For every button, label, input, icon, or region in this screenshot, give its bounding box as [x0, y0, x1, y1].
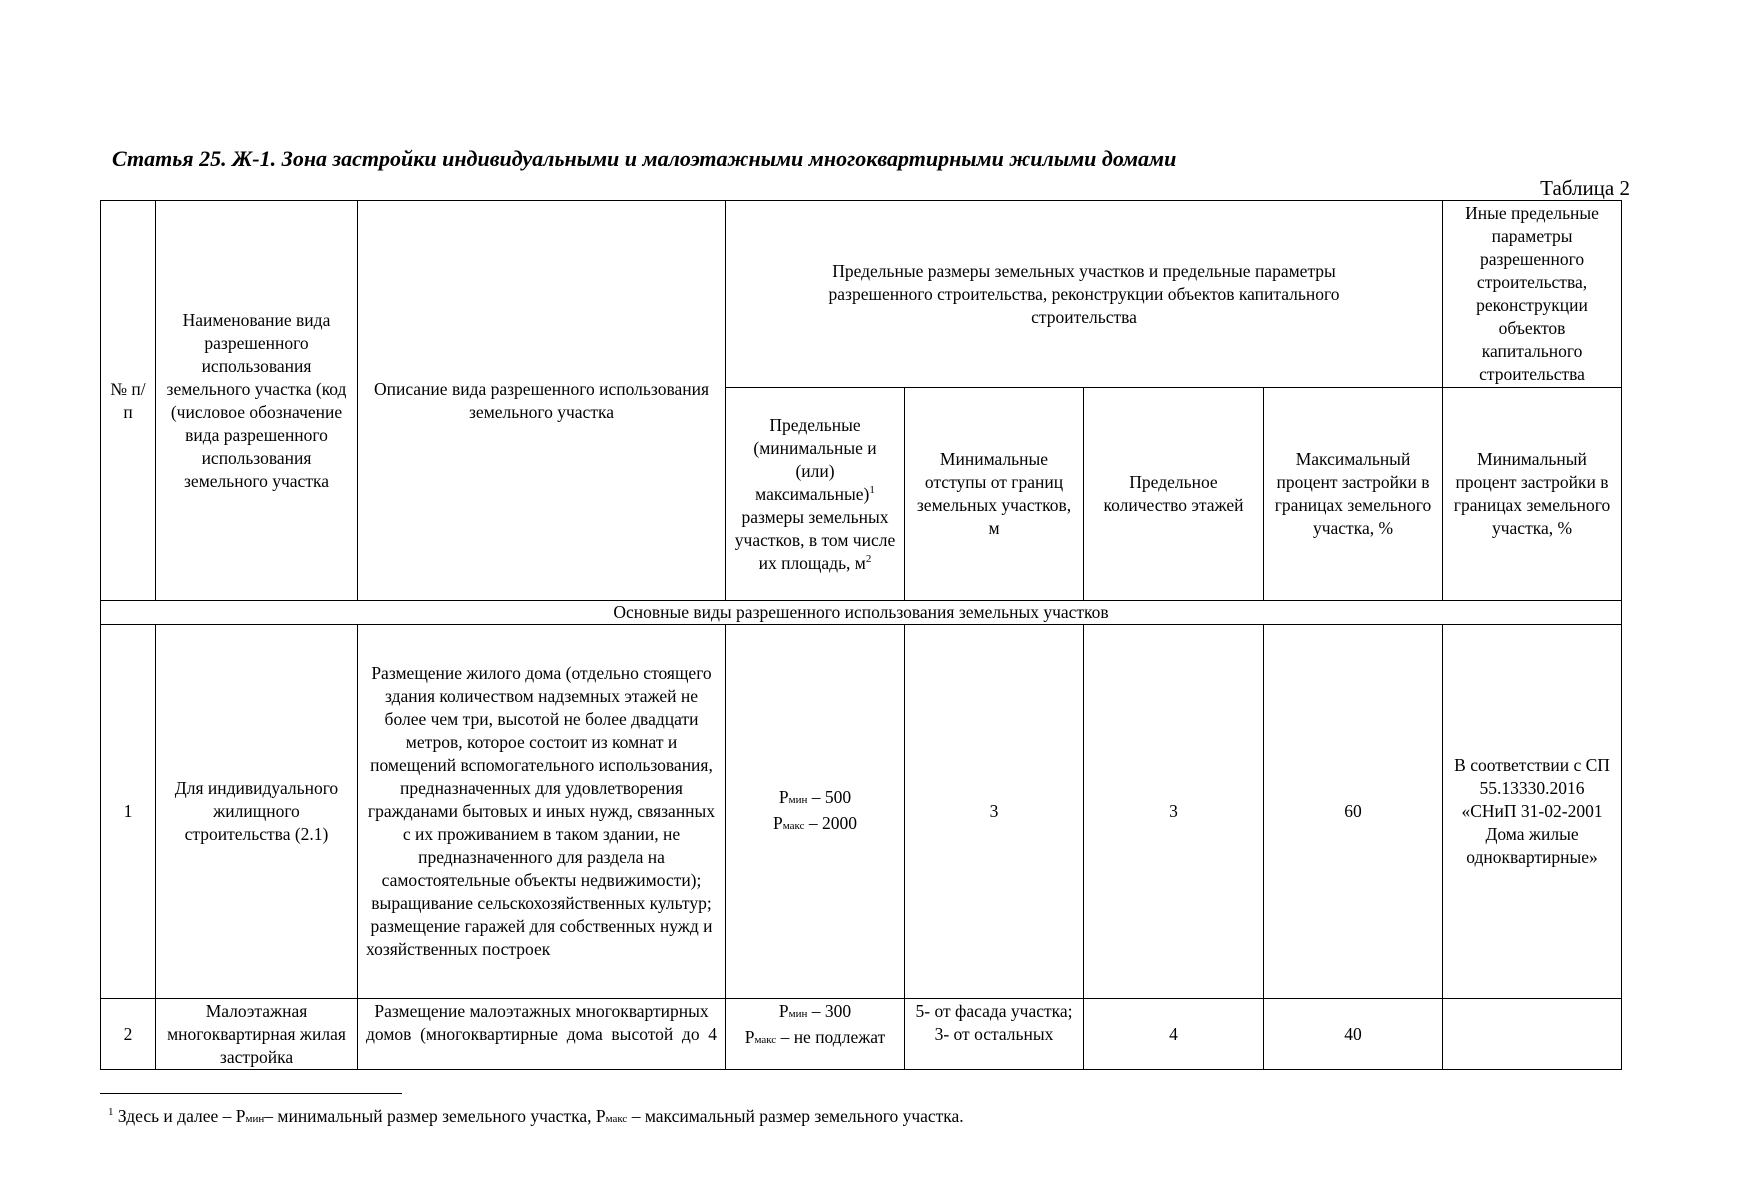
section-row [101, 601, 1622, 625]
row-floors: 4 [1084, 999, 1264, 1070]
header-min-pct: Минимальный процент застройки в границах земельного участка, % [1443, 388, 1622, 601]
header-num: № п/п [101, 201, 156, 601]
footnote [108, 1106, 964, 1127]
size-max-val: – не подлежат [776, 1026, 886, 1047]
row-setbacks: 3 [905, 625, 1084, 999]
row-num: 2 [101, 999, 156, 1070]
size-min-val: – 300 [807, 1000, 852, 1021]
row-num: 1 [101, 625, 156, 999]
footnote-ref: 1 [869, 483, 875, 496]
row-size [726, 625, 905, 999]
footnote-mark: 1 [108, 1106, 114, 1119]
row-size [726, 999, 905, 1070]
header-other: Иные предельные параметры разрешенного строительства, реконструкции объектов капитального строительства [1443, 201, 1622, 388]
table-row [101, 999, 1622, 1070]
size-min-sub: мин [788, 793, 808, 806]
row-floors: 3 [1084, 625, 1264, 999]
row-max-pct: 40 [1264, 999, 1443, 1070]
row-setbacks [905, 999, 1084, 1070]
row-description [358, 999, 726, 1070]
size-min-sub: мин [788, 1007, 808, 1020]
header-max-pct: Максимальный процент застройки в границах земельного участка, % [1264, 388, 1443, 601]
row-min-pct: В соответствии с СП 55.13330.2016 «СНиП 31-02-2001 Дома жилые одноквартирные» [1443, 625, 1622, 999]
row-description-text: Размещение малоэтажных многоквартирных домов (многоквартирные дома высотой до 4 [366, 1000, 717, 1044]
footnote-divider [100, 1093, 402, 1094]
header-floors: Предельное количество этажей [1084, 388, 1264, 601]
row-size-clip [734, 1000, 896, 1069]
header-size-text-a: Предельные (минимальные и (или) максимальные) [753, 414, 877, 504]
row-max-pct: 60 [1264, 625, 1443, 999]
header-row-1 [101, 201, 1622, 388]
row-min-pct [1443, 999, 1622, 1070]
header-setbacks: Минимальные отступы от границ земельных участков, м [905, 388, 1084, 601]
size-max-p: Р [773, 812, 783, 833]
footnote-text-1: Здесь и далее – Р [113, 1106, 246, 1126]
header-group: Предельные размеры земельных участков и предельные параметры разрешенного строительства, реконструкции объектов капитального строительства [726, 201, 1443, 388]
row-name: Малоэтажная многоквартирная жилая застройка [156, 999, 358, 1070]
footnote-text-3: – максимальный размер земельного участка. [627, 1106, 964, 1126]
footnote-sub-max: макс [605, 1113, 628, 1125]
zoning-table [100, 200, 1622, 1070]
footnote-sub-min: мин [245, 1113, 265, 1125]
header-size [726, 388, 905, 601]
footnote-text-2: – минимальный размер земельного участка, Р [264, 1106, 606, 1126]
size-min-p: Р [778, 786, 789, 807]
table-row [101, 625, 1622, 999]
size-min-val: – 500 [807, 786, 852, 807]
size-min-p: Р [778, 1000, 789, 1021]
section-title: Основные виды разрешенного использования земельных участков [101, 601, 1622, 625]
header-description: Описание вида разрешенного использования земельного участка [358, 201, 726, 601]
row-setbacks-text: 5- от фасада участка; 3- от остальных [915, 1000, 1073, 1044]
article-heading: Статья 25. Ж-1. Зона застройки индивидуальными и малоэтажными многоквартирными жилыми домами [112, 146, 1177, 171]
size-max-val: – 2000 [804, 812, 857, 833]
size-max-p: Р [744, 1026, 755, 1047]
row-name: Для индивидуального жилищного строительства (2.1) [156, 625, 358, 999]
size-max-sub: макс [782, 819, 805, 832]
row-description-text: Размещение жилого дома (отдельно стоящего здания количеством надземных этажей не более чем три, высотой не более двадцати метров, которое состоит из комнат и помещений вспомогательного использования, предназначенных для удовлетворения гражданами бытовых и иных нужд, связанных с их проживанием в таком здании, не предназначенного для раздела на самостоятельные объекты недвижимости); выращивание сельскохозяйственных культур; размещение гаражей для собственных нужд и хозяйственных построек [366, 663, 716, 959]
sq-m-superscript: 2 [865, 552, 872, 565]
row-description [358, 625, 726, 999]
header-size-text-b: размеры земельных участков, в том числе их площадь, м [734, 506, 896, 573]
header-name: Наименование вида разрешенного использования земельного участка (код (числовое обозначение вида разрешенного использования земельного участка [156, 201, 358, 601]
size-max-sub: макс [754, 1033, 777, 1046]
table-label: Таблица 2 [1540, 176, 1630, 200]
